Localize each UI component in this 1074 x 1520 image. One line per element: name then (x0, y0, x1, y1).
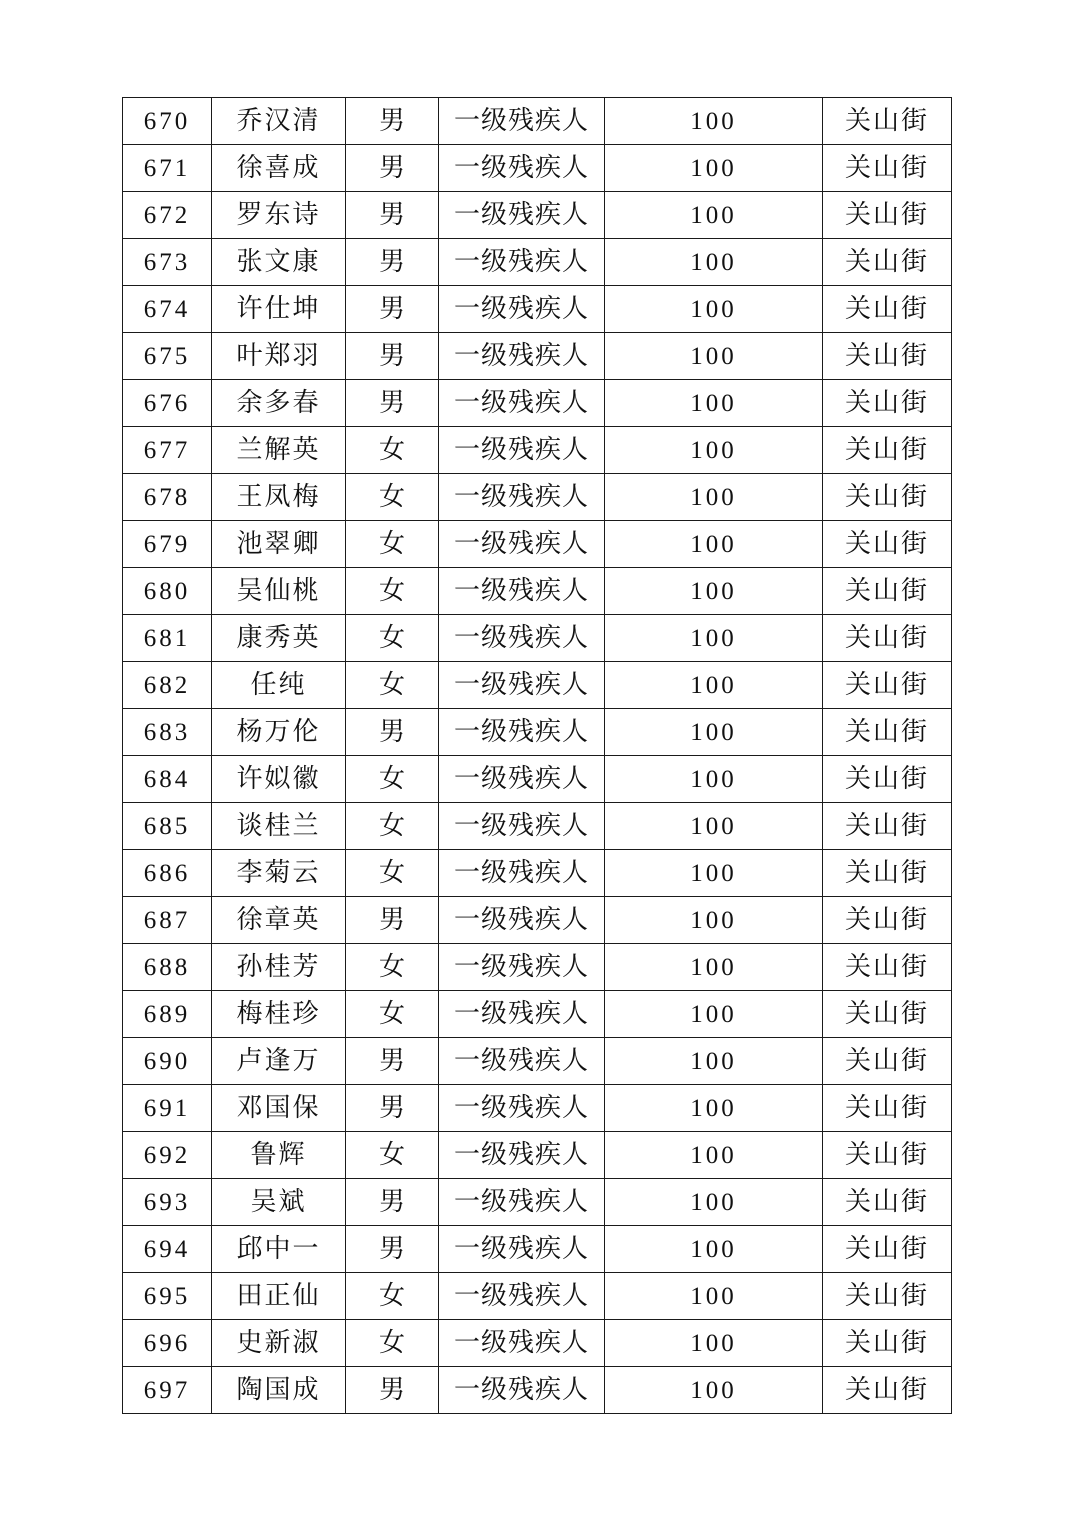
serial-number-cell: 675 (123, 333, 212, 380)
street-cell: 关山街 (823, 756, 952, 803)
street-cell: 关山街 (823, 897, 952, 944)
street-cell: 关山街 (823, 380, 952, 427)
disability-level-cell: 一级残疾人 (439, 1179, 605, 1226)
serial-number-cell: 685 (123, 803, 212, 850)
street-cell: 关山街 (823, 1132, 952, 1179)
table-row (123, 1132, 952, 1179)
disability-level-cell: 一级残疾人 (439, 568, 605, 615)
street-cell: 关山街 (823, 427, 952, 474)
disability-level-cell: 一级残疾人 (439, 239, 605, 286)
amount-cell: 100 (605, 1132, 823, 1179)
disability-level-cell: 一级残疾人 (439, 192, 605, 239)
gender-cell: 男 (346, 1085, 439, 1132)
street-cell: 关山街 (823, 662, 952, 709)
table-row (123, 1320, 952, 1367)
table-row (123, 192, 952, 239)
disability-level-cell: 一级残疾人 (439, 709, 605, 756)
table-row (123, 1273, 952, 1320)
gender-cell: 女 (346, 521, 439, 568)
serial-number-cell: 677 (123, 427, 212, 474)
street-cell: 关山街 (823, 192, 952, 239)
amount-cell: 100 (605, 1179, 823, 1226)
serial-number-cell: 691 (123, 1085, 212, 1132)
name-cell: 卢逢万 (212, 1038, 346, 1085)
name-cell: 吴斌 (212, 1179, 346, 1226)
amount-cell: 100 (605, 98, 823, 145)
street-cell: 关山街 (823, 1367, 952, 1414)
street-cell: 关山街 (823, 944, 952, 991)
table-row (123, 333, 952, 380)
disability-level-cell: 一级残疾人 (439, 615, 605, 662)
table-row (123, 803, 952, 850)
name-cell: 吴仙桃 (212, 568, 346, 615)
serial-number-cell: 686 (123, 850, 212, 897)
serial-number-cell: 688 (123, 944, 212, 991)
table-row (123, 474, 952, 521)
gender-cell: 女 (346, 991, 439, 1038)
name-cell: 孙桂芳 (212, 944, 346, 991)
street-cell: 关山街 (823, 521, 952, 568)
street-cell: 关山街 (823, 1320, 952, 1367)
amount-cell: 100 (605, 192, 823, 239)
street-cell: 关山街 (823, 145, 952, 192)
street-cell: 关山街 (823, 286, 952, 333)
table-row (123, 756, 952, 803)
street-cell: 关山街 (823, 239, 952, 286)
gender-cell: 女 (346, 427, 439, 474)
table-row (123, 850, 952, 897)
table-row (123, 1179, 952, 1226)
amount-cell: 100 (605, 897, 823, 944)
gender-cell: 男 (346, 1179, 439, 1226)
table-row (123, 568, 952, 615)
name-cell: 鲁辉 (212, 1132, 346, 1179)
name-cell: 许姒徽 (212, 756, 346, 803)
serial-number-cell: 673 (123, 239, 212, 286)
street-cell: 关山街 (823, 850, 952, 897)
table-row (123, 897, 952, 944)
amount-cell: 100 (605, 803, 823, 850)
amount-cell: 100 (605, 1226, 823, 1273)
amount-cell: 100 (605, 1085, 823, 1132)
serial-number-cell: 680 (123, 568, 212, 615)
name-cell: 任纯 (212, 662, 346, 709)
gender-cell: 男 (346, 1367, 439, 1414)
street-cell: 关山街 (823, 568, 952, 615)
name-cell: 邱中一 (212, 1226, 346, 1273)
name-cell: 余多春 (212, 380, 346, 427)
disability-level-cell: 一级残疾人 (439, 380, 605, 427)
gender-cell: 女 (346, 944, 439, 991)
disability-level-cell: 一级残疾人 (439, 662, 605, 709)
table-row (123, 944, 952, 991)
name-cell: 田正仙 (212, 1273, 346, 1320)
name-cell: 康秀英 (212, 615, 346, 662)
name-cell: 池翠卿 (212, 521, 346, 568)
gender-cell: 女 (346, 803, 439, 850)
amount-cell: 100 (605, 568, 823, 615)
gender-cell: 男 (346, 286, 439, 333)
gender-cell: 男 (346, 239, 439, 286)
gender-cell: 男 (346, 192, 439, 239)
name-cell: 徐章英 (212, 897, 346, 944)
name-cell: 乔汉清 (212, 98, 346, 145)
gender-cell: 男 (346, 145, 439, 192)
serial-number-cell: 676 (123, 380, 212, 427)
table-row (123, 98, 952, 145)
disability-level-cell: 一级残疾人 (439, 98, 605, 145)
amount-cell: 100 (605, 850, 823, 897)
serial-number-cell: 671 (123, 145, 212, 192)
street-cell: 关山街 (823, 474, 952, 521)
table-row (123, 1367, 952, 1414)
gender-cell: 女 (346, 474, 439, 521)
serial-number-cell: 695 (123, 1273, 212, 1320)
gender-cell: 女 (346, 1273, 439, 1320)
amount-cell: 100 (605, 474, 823, 521)
serial-number-cell: 697 (123, 1367, 212, 1414)
amount-cell: 100 (605, 333, 823, 380)
serial-number-cell: 684 (123, 756, 212, 803)
street-cell: 关山街 (823, 991, 952, 1038)
table-row (123, 380, 952, 427)
street-cell: 关山街 (823, 615, 952, 662)
disability-level-cell: 一级残疾人 (439, 803, 605, 850)
table-row (123, 286, 952, 333)
name-cell: 许仕坤 (212, 286, 346, 333)
disability-level-cell: 一级残疾人 (439, 427, 605, 474)
serial-number-cell: 670 (123, 98, 212, 145)
name-cell: 史新淑 (212, 1320, 346, 1367)
gender-cell: 女 (346, 850, 439, 897)
gender-cell: 女 (346, 662, 439, 709)
amount-cell: 100 (605, 615, 823, 662)
gender-cell: 女 (346, 568, 439, 615)
amount-cell: 100 (605, 991, 823, 1038)
table-row (123, 709, 952, 756)
table-row (123, 521, 952, 568)
disability-level-cell: 一级残疾人 (439, 145, 605, 192)
street-cell: 关山街 (823, 709, 952, 756)
serial-number-cell: 692 (123, 1132, 212, 1179)
disability-level-cell: 一级残疾人 (439, 1132, 605, 1179)
table-row (123, 662, 952, 709)
serial-number-cell: 687 (123, 897, 212, 944)
disability-level-cell: 一级残疾人 (439, 474, 605, 521)
street-cell: 关山街 (823, 1085, 952, 1132)
name-cell: 兰解英 (212, 427, 346, 474)
name-cell: 徐喜成 (212, 145, 346, 192)
serial-number-cell: 674 (123, 286, 212, 333)
disability-level-cell: 一级残疾人 (439, 1085, 605, 1132)
amount-cell: 100 (605, 662, 823, 709)
disability-level-cell: 一级残疾人 (439, 991, 605, 1038)
amount-cell: 100 (605, 1367, 823, 1414)
roster-table-body (123, 98, 952, 1414)
amount-cell: 100 (605, 1273, 823, 1320)
serial-number-cell: 694 (123, 1226, 212, 1273)
name-cell: 叶郑羽 (212, 333, 346, 380)
amount-cell: 100 (605, 756, 823, 803)
amount-cell: 100 (605, 1320, 823, 1367)
gender-cell: 男 (346, 333, 439, 380)
table-row (123, 1226, 952, 1273)
serial-number-cell: 690 (123, 1038, 212, 1085)
disability-level-cell: 一级残疾人 (439, 1320, 605, 1367)
serial-number-cell: 696 (123, 1320, 212, 1367)
amount-cell: 100 (605, 521, 823, 568)
gender-cell: 男 (346, 98, 439, 145)
gender-cell: 女 (346, 756, 439, 803)
gender-cell: 女 (346, 615, 439, 662)
name-cell: 罗东诗 (212, 192, 346, 239)
street-cell: 关山街 (823, 98, 952, 145)
name-cell: 张文康 (212, 239, 346, 286)
name-cell: 邓国保 (212, 1085, 346, 1132)
gender-cell: 男 (346, 380, 439, 427)
serial-number-cell: 693 (123, 1179, 212, 1226)
serial-number-cell: 683 (123, 709, 212, 756)
name-cell: 杨万伦 (212, 709, 346, 756)
disability-level-cell: 一级残疾人 (439, 756, 605, 803)
name-cell: 李菊云 (212, 850, 346, 897)
disability-level-cell: 一级残疾人 (439, 1367, 605, 1414)
street-cell: 关山街 (823, 1226, 952, 1273)
disability-level-cell: 一级残疾人 (439, 286, 605, 333)
disability-level-cell: 一级残疾人 (439, 1038, 605, 1085)
gender-cell: 男 (346, 1038, 439, 1085)
gender-cell: 女 (346, 1132, 439, 1179)
serial-number-cell: 689 (123, 991, 212, 1038)
disability-level-cell: 一级残疾人 (439, 897, 605, 944)
disability-level-cell: 一级残疾人 (439, 1273, 605, 1320)
disability-level-cell: 一级残疾人 (439, 944, 605, 991)
table-row (123, 427, 952, 474)
amount-cell: 100 (605, 709, 823, 756)
roster-table (122, 97, 952, 1414)
amount-cell: 100 (605, 286, 823, 333)
disability-level-cell: 一级残疾人 (439, 333, 605, 380)
serial-number-cell: 681 (123, 615, 212, 662)
serial-number-cell: 678 (123, 474, 212, 521)
name-cell: 梅桂珍 (212, 991, 346, 1038)
name-cell: 王凤梅 (212, 474, 346, 521)
gender-cell: 男 (346, 709, 439, 756)
name-cell: 陶国成 (212, 1367, 346, 1414)
amount-cell: 100 (605, 427, 823, 474)
serial-number-cell: 682 (123, 662, 212, 709)
amount-cell: 100 (605, 1038, 823, 1085)
disability-level-cell: 一级残疾人 (439, 1226, 605, 1273)
amount-cell: 100 (605, 380, 823, 427)
table-row (123, 145, 952, 192)
amount-cell: 100 (605, 145, 823, 192)
table-row (123, 239, 952, 286)
serial-number-cell: 679 (123, 521, 212, 568)
gender-cell: 男 (346, 897, 439, 944)
gender-cell: 男 (346, 1226, 439, 1273)
amount-cell: 100 (605, 239, 823, 286)
street-cell: 关山街 (823, 803, 952, 850)
street-cell: 关山街 (823, 1179, 952, 1226)
gender-cell: 女 (346, 1320, 439, 1367)
table-row (123, 991, 952, 1038)
disability-level-cell: 一级残疾人 (439, 850, 605, 897)
amount-cell: 100 (605, 944, 823, 991)
disability-level-cell: 一级残疾人 (439, 521, 605, 568)
table-row (123, 615, 952, 662)
street-cell: 关山街 (823, 1273, 952, 1320)
name-cell: 谈桂兰 (212, 803, 346, 850)
serial-number-cell: 672 (123, 192, 212, 239)
street-cell: 关山街 (823, 333, 952, 380)
table-row (123, 1085, 952, 1132)
street-cell: 关山街 (823, 1038, 952, 1085)
table-row (123, 1038, 952, 1085)
